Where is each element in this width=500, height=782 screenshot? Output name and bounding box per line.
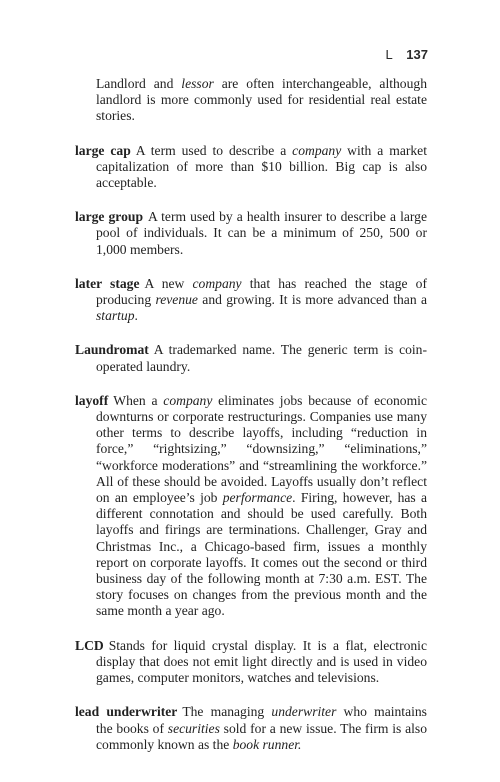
glossary-entry bbox=[75, 143, 427, 192]
text-run: A term used by a health insurer to describe a large pool of individuals. It can be a minimum of 250, 500 or 1,000 members. bbox=[96, 209, 427, 257]
page-number: 137 bbox=[406, 47, 428, 62]
text-run: A term used to describe a bbox=[135, 142, 293, 158]
glossary-entry bbox=[75, 638, 427, 687]
italic-term: book runner. bbox=[232, 736, 302, 752]
glossary-entry bbox=[75, 393, 427, 620]
text-run: and growing. It is more advanced than a bbox=[197, 292, 427, 308]
entry-term: LCD bbox=[75, 637, 104, 653]
section-letter: L bbox=[385, 47, 393, 62]
italic-term: company bbox=[192, 275, 242, 291]
text-run: that has reached the stage of producing bbox=[96, 275, 428, 308]
text-run: Stands for liquid crystal display. It is a flat, electronic display that does not emit light directly and is used in video games, computer monitors, watches and televisions. bbox=[96, 637, 427, 686]
italic-term: securities bbox=[167, 720, 220, 736]
text-run: sold for a new issue. The firm is also commonly known as the bbox=[96, 720, 428, 752]
entry-term: large group bbox=[75, 209, 144, 225]
text-run: are often interchangeable, although landlord is more commonly used for residential real estate stories. bbox=[96, 76, 427, 124]
text-run: eliminates jobs because of economic downturns or corporate restructurings. Companies use many other terms to describe layoffs, including “reduction in force,” “rightsizing,” “downsizing,” “eliminations,” “workforce moderations” and “streamlining the workforce.” All of these should be avoided. Layoffs usually don’t reflect on an employee’s job bbox=[96, 392, 427, 506]
text-run: When a bbox=[113, 392, 164, 408]
glossary-entry bbox=[75, 704, 427, 753]
text-run: A new bbox=[144, 275, 193, 291]
entry-term: later stage bbox=[75, 275, 140, 291]
text-run: . bbox=[134, 308, 138, 324]
body-text bbox=[75, 76, 427, 771]
text-run: who maintains the books of bbox=[96, 704, 427, 736]
text-run: . Firing, however, has a different connotation and should be used carefully. Both layoffs and firings are terminations. Challenger, Gray and Christmas Inc., a Chicago-based firm, issues a monthly report on corporate layoffs. It comes out the second or third business day of the following month at 7:30 a.m. EST. The story focuses on changes from the previous month and the same month a year ago. bbox=[96, 490, 428, 619]
italic-term: revenue bbox=[155, 292, 198, 308]
continuation-paragraph bbox=[75, 76, 427, 125]
text-run: The managing bbox=[182, 704, 272, 720]
text-run: Landlord and bbox=[96, 76, 182, 91]
glossary-entry bbox=[75, 276, 427, 325]
italic-term: performance bbox=[222, 490, 293, 506]
text-run: with a market capitalization of more than $10 billion. Big cap is also acceptable. bbox=[96, 142, 427, 191]
running-head bbox=[385, 47, 428, 62]
italic-term: lessor bbox=[181, 76, 214, 91]
entry-term: large cap bbox=[75, 142, 131, 158]
glossary-entry bbox=[75, 342, 427, 374]
text-run: A trademarked name. The generic term is coin-operated laundry. bbox=[96, 342, 427, 374]
italic-term: company bbox=[163, 392, 213, 408]
italic-term: company bbox=[292, 142, 342, 158]
glossary-entry bbox=[75, 209, 427, 258]
entry-term: layoff bbox=[75, 392, 109, 408]
italic-term: startup bbox=[96, 308, 135, 324]
italic-term: underwriter bbox=[271, 704, 337, 720]
entry-term: Laundromat bbox=[75, 342, 149, 358]
entry-term: lead underwriter bbox=[75, 704, 178, 720]
entry-list bbox=[75, 143, 427, 753]
